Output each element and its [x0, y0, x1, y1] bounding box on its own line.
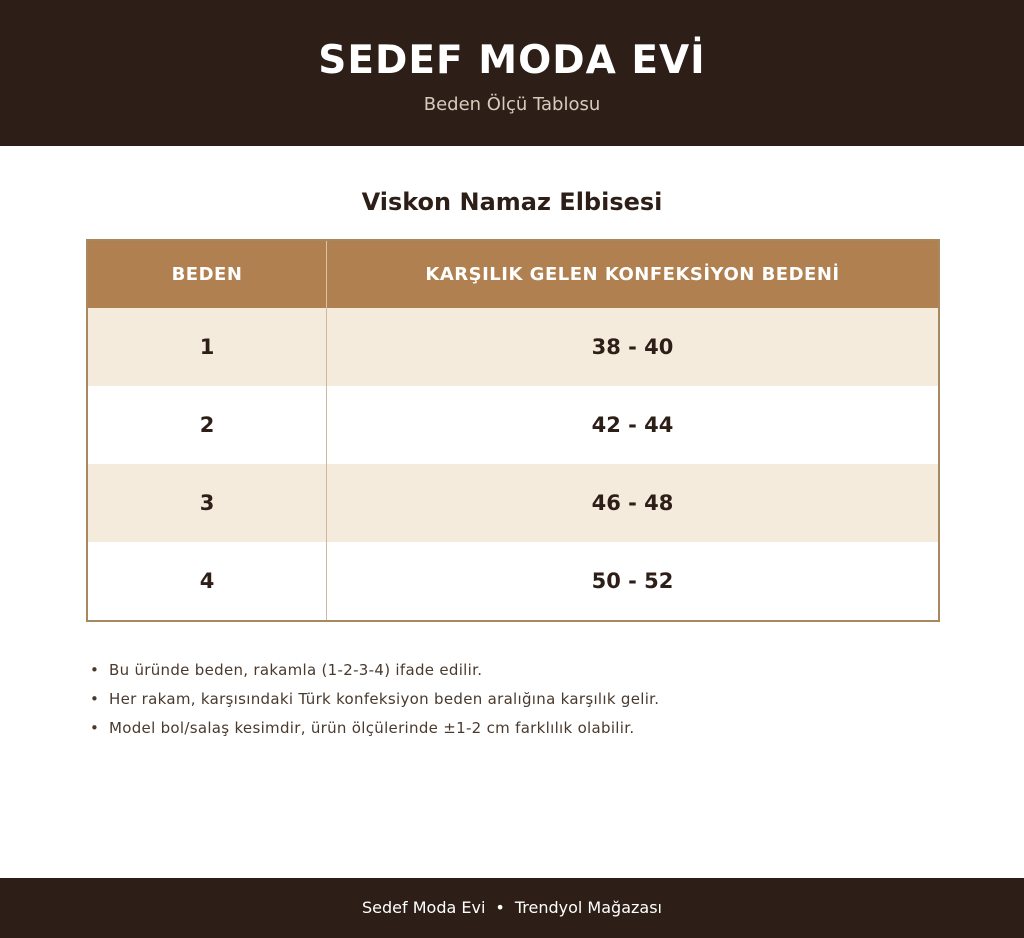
bullet-icon: • [90, 661, 100, 679]
footer-platform: Trendyol Mağazası [514, 898, 662, 917]
size-cell: 4 [88, 542, 327, 620]
notes-list [90, 656, 659, 743]
page-footer [0, 878, 1024, 938]
product-title: Viskon Namaz Elbisesi [361, 188, 663, 216]
note-text: Model bol/salaş kesimdir, ürün ölçülerinde ±1-2 cm farklılık olabilir. [109, 719, 635, 737]
table-row [88, 386, 938, 464]
size-cell: 2 [88, 386, 327, 464]
note-text: Bu üründe beden, rakamla (1-2-3-4) ifade edilir. [109, 661, 483, 679]
size-cell: 1 [88, 308, 327, 386]
page-header [0, 0, 1024, 146]
footer-store-name: Sedef Moda Evi [362, 898, 486, 917]
note-text: Her rakam, karşısındaki Türk konfeksiyon beden aralığına karşılık gelir. [109, 690, 660, 708]
list-item [90, 656, 659, 685]
table-row [88, 308, 938, 386]
header-subtitle: Beden Ölçü Tablosu [423, 94, 601, 115]
size-cell: 3 [88, 464, 327, 542]
table-row [88, 464, 938, 542]
table-row [88, 542, 938, 620]
range-cell: 38 - 40 [327, 308, 939, 386]
range-cell: 42 - 44 [327, 386, 939, 464]
list-item [90, 714, 659, 743]
table-header-row [88, 241, 938, 308]
list-item [90, 685, 659, 714]
footer-separator: • [495, 898, 505, 917]
range-cell: 50 - 52 [327, 542, 939, 620]
column-header-range: KARŞILIK GELEN KONFEKSİYON BEDENİ [327, 241, 939, 308]
bullet-icon: • [90, 690, 100, 708]
brand-title: SEDEF MODA EVİ [318, 38, 706, 83]
range-cell: 46 - 48 [327, 464, 939, 542]
bullet-icon: • [90, 719, 100, 737]
column-header-size: BEDEN [88, 241, 327, 308]
size-chart-table [86, 239, 940, 622]
